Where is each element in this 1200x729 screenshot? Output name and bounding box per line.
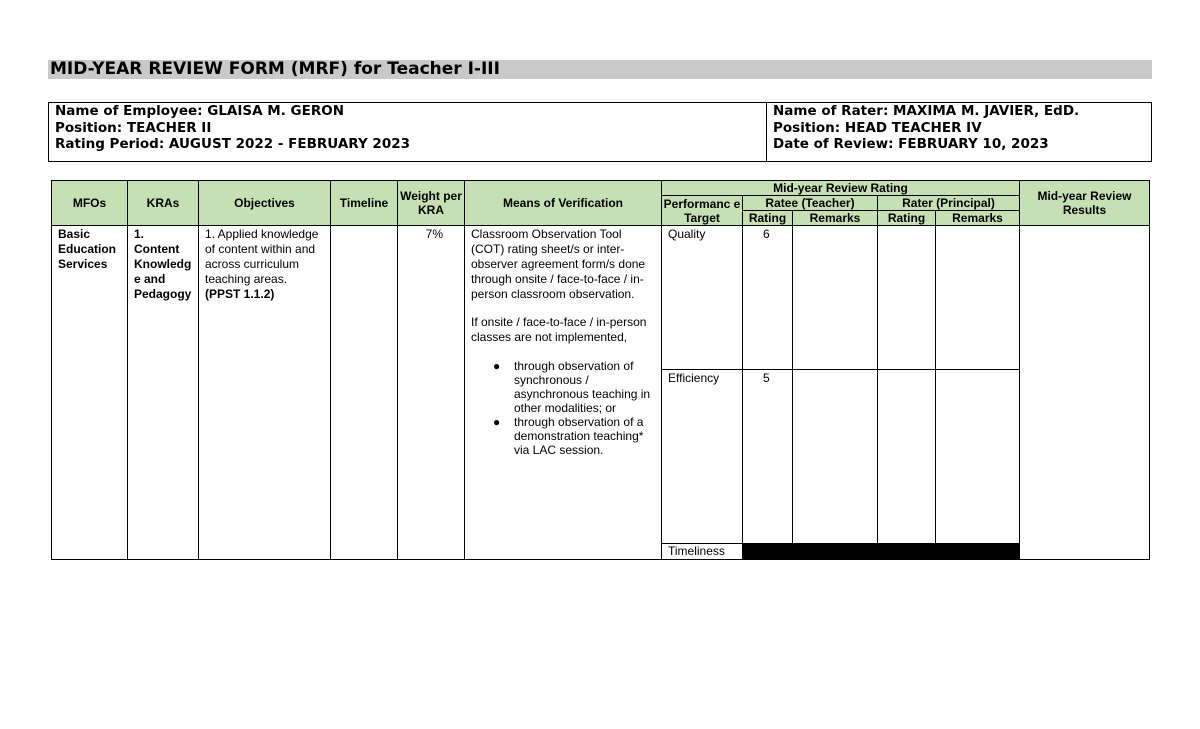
results-cell bbox=[1020, 226, 1150, 560]
header-rater-remarks: Remarks bbox=[936, 211, 1020, 226]
weight-cell: 7% bbox=[398, 226, 465, 560]
info-box bbox=[48, 102, 1152, 162]
rater-name: Name of Rater: MAXIMA M. JAVIER, EdD. bbox=[773, 103, 1080, 119]
header-kras: KRAs bbox=[128, 181, 199, 226]
mov-bullet-item bbox=[471, 359, 655, 415]
header-ratee-rating: Rating bbox=[743, 211, 793, 226]
header-rater: Rater (Principal) bbox=[878, 196, 1020, 211]
mov-paragraph-1: Classroom Observation Tool (COT) rating sheet/s or inter-observer agreement form/s done through onsite / face-to-face / in-person classroom observation. bbox=[471, 227, 646, 301]
form-title: MID-YEAR REVIEW FORM (MRF) for Teacher I-III bbox=[50, 59, 500, 79]
objective-code: (PPST 1.1.2) bbox=[205, 287, 275, 301]
header-timeline: Timeline bbox=[331, 181, 398, 226]
bullet-icon: ● bbox=[493, 359, 501, 373]
mov-paragraph-2: If onsite / face-to-face / in-person classes are not implemented, bbox=[471, 315, 647, 344]
target-efficiency-rater-rating bbox=[878, 370, 936, 544]
form-title-bar bbox=[48, 60, 1152, 79]
header-weight: Weight per KRA bbox=[398, 181, 465, 226]
target-efficiency-rater-remarks bbox=[936, 370, 1020, 544]
rating-period: Rating Period: AUGUST 2022 - FEBRUARY 2023 bbox=[55, 136, 411, 152]
target-quality-label: Quality bbox=[662, 226, 743, 370]
timeliness-shaded-cells bbox=[743, 544, 1020, 560]
employee-position: Position: TEACHER II bbox=[55, 119, 212, 136]
header-performance-target: Performanc e Target bbox=[662, 196, 743, 226]
header-ratee: Ratee (Teacher) bbox=[743, 196, 878, 211]
mov-bullet-text: through observation of synchronous / asynchronous teaching in other modalities; or bbox=[514, 359, 651, 415]
objective-text: 1. Applied knowledge of content within and across curriculum teaching areas. bbox=[205, 227, 319, 286]
mov-bullet-text: through observation of a demonstration teaching* via LAC session. bbox=[514, 415, 644, 457]
employee-info bbox=[49, 103, 767, 161]
header-ratee-remarks: Remarks bbox=[793, 211, 878, 226]
mfo-cell: Basic Education Services bbox=[52, 226, 128, 560]
mov-bullet-list bbox=[471, 359, 655, 457]
mov-cell bbox=[465, 226, 662, 560]
objective-cell bbox=[199, 226, 331, 560]
header-mov: Means of Verification bbox=[465, 181, 662, 226]
mov-bullet-item bbox=[471, 415, 655, 457]
header-objectives: Objectives bbox=[199, 181, 331, 226]
header-rater-rating: Rating bbox=[878, 211, 936, 226]
target-efficiency-label: Efficiency bbox=[662, 370, 743, 544]
header-midyear-rating: Mid-year Review Rating bbox=[662, 181, 1020, 196]
header-mfos: MFOs bbox=[52, 181, 128, 226]
target-quality-ratee-remarks bbox=[793, 226, 878, 370]
target-quality-ratee-rating: 6 bbox=[743, 226, 793, 370]
review-date: Date of Review: FEBRUARY 10, 2023 bbox=[773, 136, 1049, 152]
target-efficiency-ratee-rating: 5 bbox=[743, 370, 793, 544]
employee-name: Name of Employee: GLAISA M. GERON bbox=[55, 103, 345, 119]
target-timeliness-label: Timeliness bbox=[662, 544, 743, 560]
rater-position: Position: HEAD TEACHER IV bbox=[773, 119, 982, 136]
timeline-cell bbox=[331, 226, 398, 560]
target-quality-rater-remarks bbox=[936, 226, 1020, 370]
target-quality-rater-rating bbox=[878, 226, 936, 370]
rater-info bbox=[767, 103, 1151, 161]
target-efficiency-ratee-remarks bbox=[793, 370, 878, 544]
kra-cell: 1. Content Knowledg e and Pedagogy bbox=[128, 226, 199, 560]
review-table bbox=[51, 180, 1150, 560]
bullet-icon: ● bbox=[493, 415, 501, 429]
header-results: Mid-year Review Results bbox=[1020, 181, 1150, 226]
